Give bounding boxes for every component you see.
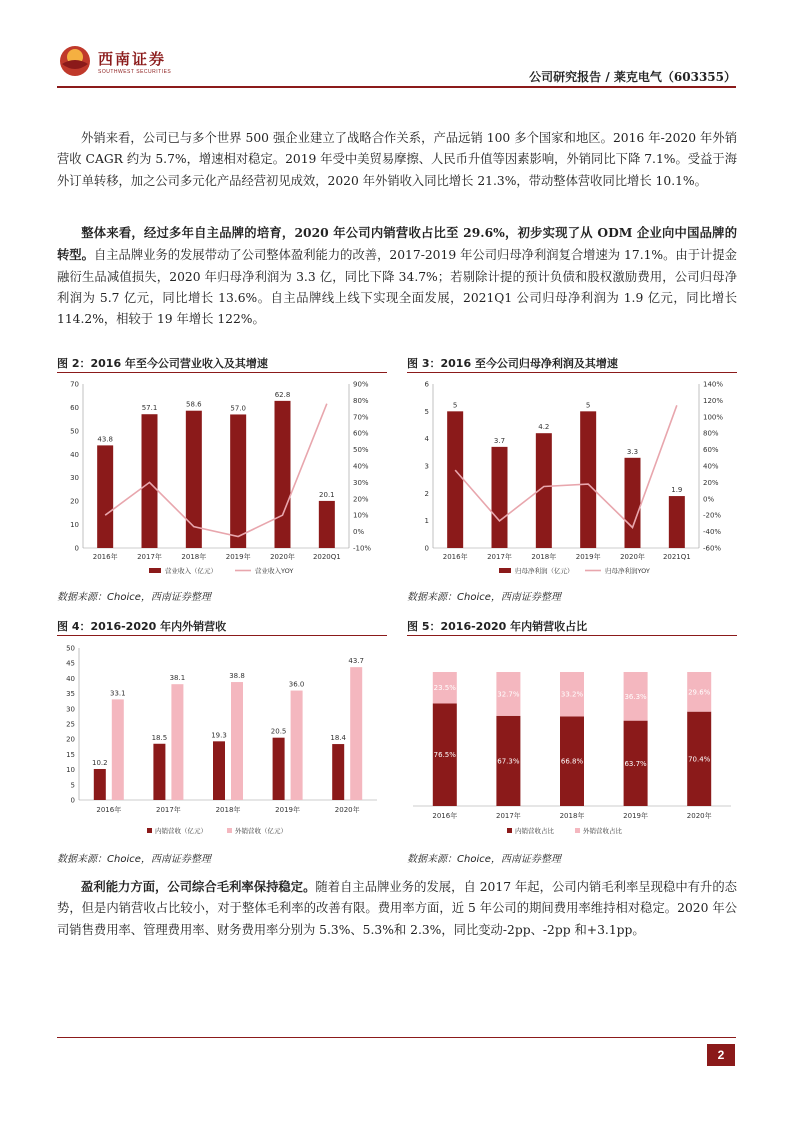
legend-label-line: 营业收入YOY — [255, 567, 294, 575]
bar — [332, 744, 344, 800]
legend-swatch-export — [227, 828, 232, 833]
y-right-tick-label: -20% — [703, 511, 722, 520]
bar-data-label: 5 — [452, 401, 458, 410]
bar-data-label: 36.0 — [288, 680, 305, 689]
y-left-tick-label: 3 — [424, 462, 429, 471]
y-tick-label: 5 — [70, 781, 75, 790]
x-tick-label: 2017年 — [495, 812, 521, 820]
x-tick-label: 2016年 — [92, 553, 118, 561]
segment-data-label: 32.7% — [497, 690, 520, 699]
bar-data-label: 57.0 — [230, 404, 246, 413]
y-tick-label: 50 — [66, 644, 75, 653]
fig4-title-rule — [57, 635, 387, 636]
x-tick-label: 2019年 — [275, 806, 301, 814]
paragraph-overall-lead: 整体来看，经过多年自主品牌的培育，2020 年公司内销营收占比至 29.6%，初步实现了从 ODM 企业向中国品牌的转型。 — [57, 225, 737, 263]
segment-data-label: 67.3% — [497, 757, 520, 766]
segment-data-label: 29.6% — [688, 688, 711, 697]
paragraph-overall-text: 自主品牌业务的发展带动了公司整体盈利能力的改善，2017-2019 年公司归母净利润复合增速为 17.1%。由于计提金融衍生品减值损失，2020 年归母净利润为 3.3 亿，同比下降 34.7%；若剔除计提的预计负债和股权激励费用，公司归母净利润为 5.7 亿元，同比增长 13.6%。自主品牌线上线下实现全面发展，2021Q1 公司归母净利润为 1.9 亿元，同比增长 114.2%，相较于 19 年增长 122%。 — [57, 248, 737, 327]
y-right-tick-label: -40% — [703, 528, 722, 537]
bar — [447, 411, 463, 548]
y-right-tick-label: 10% — [353, 511, 369, 520]
y-right-tick-label: 50% — [353, 446, 369, 455]
legend-swatch-bar — [149, 568, 161, 573]
x-tick-label: 2016年 — [432, 812, 458, 820]
y-tick-label: 25 — [66, 720, 75, 729]
legend-label-export: 外销营收（亿元） — [235, 827, 287, 835]
legend-label-export: 外销营收占比 — [583, 827, 622, 835]
y-right-tick-label: 40% — [353, 462, 369, 471]
y-left-tick-label: 20 — [70, 497, 79, 506]
fig5-title-rule — [407, 635, 737, 636]
y-left-tick-label: 50 — [70, 427, 79, 436]
segment-data-label: 23.5% — [433, 684, 456, 693]
fig4-chart — [57, 640, 387, 845]
fig2-chart — [57, 376, 387, 581]
company-logo — [58, 44, 171, 78]
yoy-line — [105, 404, 327, 537]
bar-data-label: 62.8 — [274, 390, 291, 399]
bar-data-label: 57.1 — [141, 404, 158, 413]
logo-icon — [58, 44, 92, 78]
y-right-tick-label: 0% — [353, 528, 365, 537]
x-tick-label: 2021Q1 — [662, 553, 691, 561]
segment-data-label: 63.7% — [624, 759, 647, 768]
y-right-tick-label: -10% — [353, 544, 372, 553]
bar — [492, 447, 508, 548]
legend-label-domestic: 内销营收（亿元） — [155, 827, 207, 835]
y-tick-label: 30 — [66, 705, 75, 714]
y-right-tick-label: 40% — [703, 462, 719, 471]
bar-data-label: 10.2 — [92, 758, 108, 767]
bar — [275, 401, 291, 548]
y-left-tick-label: 0 — [424, 544, 429, 553]
bar-data-label: 58.6 — [186, 400, 202, 409]
x-tick-label: 2019年 — [225, 553, 251, 561]
bar-data-label: 1.9 — [671, 486, 683, 495]
y-right-tick-label: 60% — [703, 446, 719, 455]
legend-swatch-domestic — [147, 828, 152, 833]
y-tick-label: 15 — [66, 750, 75, 759]
y-right-tick-label: 70% — [353, 413, 369, 422]
y-left-tick-label: 0 — [74, 544, 79, 553]
paragraph-export-text: 外销来看，公司已与多个世界 500 强企业建立了战略合作关系，产品远销 100 多个国家和地区。2016 年-2020 年外销营收 CAGR 约为 5.7%，增速相对稳定。2019 年受中美贸易摩擦、人民币升值等因素影响，外销同比下降 7.1%。受益于海外订单转移，加之公司多元化产品经营初见成效，2020 年外销收入同比增长 21.3%，带动整体营收同比增长 10.1%。 — [57, 131, 737, 188]
bar-data-label: 33.1 — [110, 689, 126, 698]
bar — [142, 414, 158, 548]
y-right-tick-label: 0% — [703, 495, 715, 504]
segment-data-label: 33.2% — [560, 690, 584, 699]
bar — [153, 744, 165, 800]
y-left-tick-label: 70 — [70, 380, 79, 389]
y-left-tick-label: 40 — [70, 450, 79, 459]
x-tick-label: 2016年 — [442, 553, 468, 561]
y-right-tick-label: 140% — [703, 380, 724, 389]
logo-en-text: SOUTHWEST SECURITIES — [98, 68, 172, 75]
bar — [171, 684, 183, 800]
bar-data-label: 3.7 — [493, 436, 506, 445]
x-tick-label: 2017年 — [155, 806, 181, 814]
segment-data-label: 36.3% — [624, 692, 647, 701]
fig5-source: 数据来源：Choice，西南证券整理 — [407, 854, 561, 865]
fig3-title: 图 3：2016 至今公司归母净利润及其增速 — [407, 357, 618, 370]
y-left-tick-label: 10 — [70, 521, 79, 530]
bar-data-label: 19.3 — [211, 731, 227, 740]
bar — [669, 496, 685, 548]
fig2-title-rule — [57, 372, 387, 373]
y-left-tick-label: 30 — [70, 474, 79, 483]
legend-swatch-bar — [499, 568, 511, 573]
legend-label-domestic: 内销营收占比 — [515, 827, 554, 835]
paragraph-profitability-lead: 盈利能力方面，公司综合毛利率保持稳定。 — [81, 879, 316, 894]
y-tick-label: 0 — [70, 796, 75, 805]
paragraph-profitability-text: 随着自主品牌业务的发展，自 2017 年起，公司内销毛利率呈现稳中有升的态势，但是内销营收占比较小，对于整体毛利率的改善有限。费用率方面，近 5 年公司的期间费用率维持相对稳定。2020 年公司销售费用率、管理费用率、财务费用率分别为 5.3%、5.3%和 2.3%，同比变动-2pp、-2pp 和+3.1pp。 — [57, 880, 737, 937]
y-tick-label: 35 — [66, 690, 75, 699]
y-right-tick-label: 30% — [353, 478, 369, 487]
page-number: 2 — [707, 1044, 735, 1066]
bar-data-label: 43.7 — [348, 657, 364, 666]
report-title: 公司研究报告 / 莱克电气（603355） — [529, 70, 736, 84]
fig5-chart — [407, 640, 737, 845]
bar — [319, 501, 335, 548]
y-right-tick-label: 90% — [353, 380, 369, 389]
paragraph-export — [57, 128, 737, 192]
bar-data-label: 4.2 — [538, 423, 550, 432]
logo-cn-text: 西南证券 — [98, 49, 167, 68]
y-left-tick-label: 5 — [424, 407, 429, 416]
fig4-title: 图 4：2016-2020 年内外销营收 — [57, 620, 227, 633]
bar-data-label: 20.1 — [319, 490, 335, 499]
bar — [213, 741, 225, 800]
paragraph-overall — [57, 222, 737, 330]
bar — [231, 682, 243, 800]
footer-rule — [57, 1037, 736, 1038]
y-tick-label: 20 — [66, 735, 75, 744]
y-right-tick-label: 80% — [703, 429, 719, 438]
bar-data-label: 18.5 — [151, 733, 168, 742]
y-right-tick-label: -60% — [703, 544, 722, 553]
y-tick-label: 40 — [66, 674, 75, 683]
x-tick-label: 2020年 — [270, 553, 295, 561]
x-tick-label: 2020Q1 — [312, 553, 341, 561]
bar-data-label: 43.8 — [97, 435, 113, 444]
segment-data-label: 76.5% — [433, 751, 456, 760]
segment-data-label: 70.4% — [688, 755, 711, 764]
legend-swatch-domestic — [507, 828, 512, 833]
x-tick-label: 2016年 — [96, 806, 122, 814]
y-left-tick-label: 1 — [424, 517, 429, 526]
bar — [291, 691, 303, 800]
legend-label-bar: 归母净利润（亿元） — [515, 567, 574, 575]
y-tick-label: 45 — [66, 659, 75, 668]
fig2-title: 图 2：2016 年至今公司营业收入及其增速 — [57, 357, 268, 370]
fig4-source: 数据来源：Choice，西南证券整理 — [57, 854, 211, 865]
bar-data-label: 3.3 — [626, 447, 639, 456]
fig3-source: 数据来源：Choice，西南证券整理 — [407, 592, 561, 603]
x-tick-label: 2017年 — [487, 553, 512, 561]
x-tick-label: 2019年 — [575, 553, 601, 561]
legend-label-bar: 营业收入（亿元） — [165, 567, 217, 575]
yoy-line — [455, 405, 677, 527]
x-tick-label: 2017年 — [137, 553, 162, 561]
x-tick-label: 2018年 — [559, 812, 585, 820]
y-left-tick-label: 60 — [70, 403, 79, 412]
bar — [625, 458, 641, 548]
y-tick-label: 10 — [66, 766, 75, 775]
y-right-tick-label: 20% — [703, 478, 719, 487]
x-tick-label: 2018年 — [181, 553, 207, 561]
x-tick-label: 2020年 — [620, 553, 645, 561]
x-tick-label: 2020年 — [334, 806, 360, 814]
y-right-tick-label: 20% — [353, 495, 369, 504]
bar — [94, 769, 106, 800]
bar-data-label: 18.4 — [330, 734, 346, 743]
fig3-chart — [407, 376, 737, 581]
x-tick-label: 2020年 — [686, 812, 712, 820]
y-right-tick-label: 120% — [703, 396, 724, 405]
legend-swatch-export — [575, 828, 580, 833]
bar — [350, 667, 362, 800]
fig3-title-rule — [407, 372, 737, 373]
x-tick-label: 2018年 — [215, 806, 241, 814]
y-right-tick-label: 80% — [353, 396, 369, 405]
bar — [112, 699, 124, 800]
y-right-tick-label: 100% — [703, 413, 724, 422]
bar-data-label: 5 — [585, 401, 591, 410]
bar — [97, 445, 113, 548]
fig5-title: 图 5：2016-2020 年内销营收占比 — [407, 620, 588, 633]
bar-data-label: 20.5 — [270, 727, 287, 736]
y-left-tick-label: 4 — [424, 435, 429, 444]
segment-data-label: 66.8% — [560, 757, 584, 766]
bar — [580, 411, 596, 548]
legend-label-line: 归母净利润YOY — [605, 567, 650, 575]
y-left-tick-label: 2 — [424, 489, 429, 498]
bar-data-label: 38.1 — [169, 674, 186, 683]
y-right-tick-label: 60% — [353, 429, 369, 438]
fig2-source: 数据来源：Choice，西南证券整理 — [57, 592, 211, 603]
paragraph-profitability — [57, 876, 737, 941]
y-left-tick-label: 6 — [424, 380, 429, 389]
bar — [273, 738, 285, 800]
bar-data-label: 38.8 — [229, 672, 245, 681]
header-rule — [57, 86, 736, 88]
x-tick-label: 2019年 — [623, 812, 649, 820]
bar — [230, 414, 246, 548]
x-tick-label: 2018年 — [531, 553, 557, 561]
